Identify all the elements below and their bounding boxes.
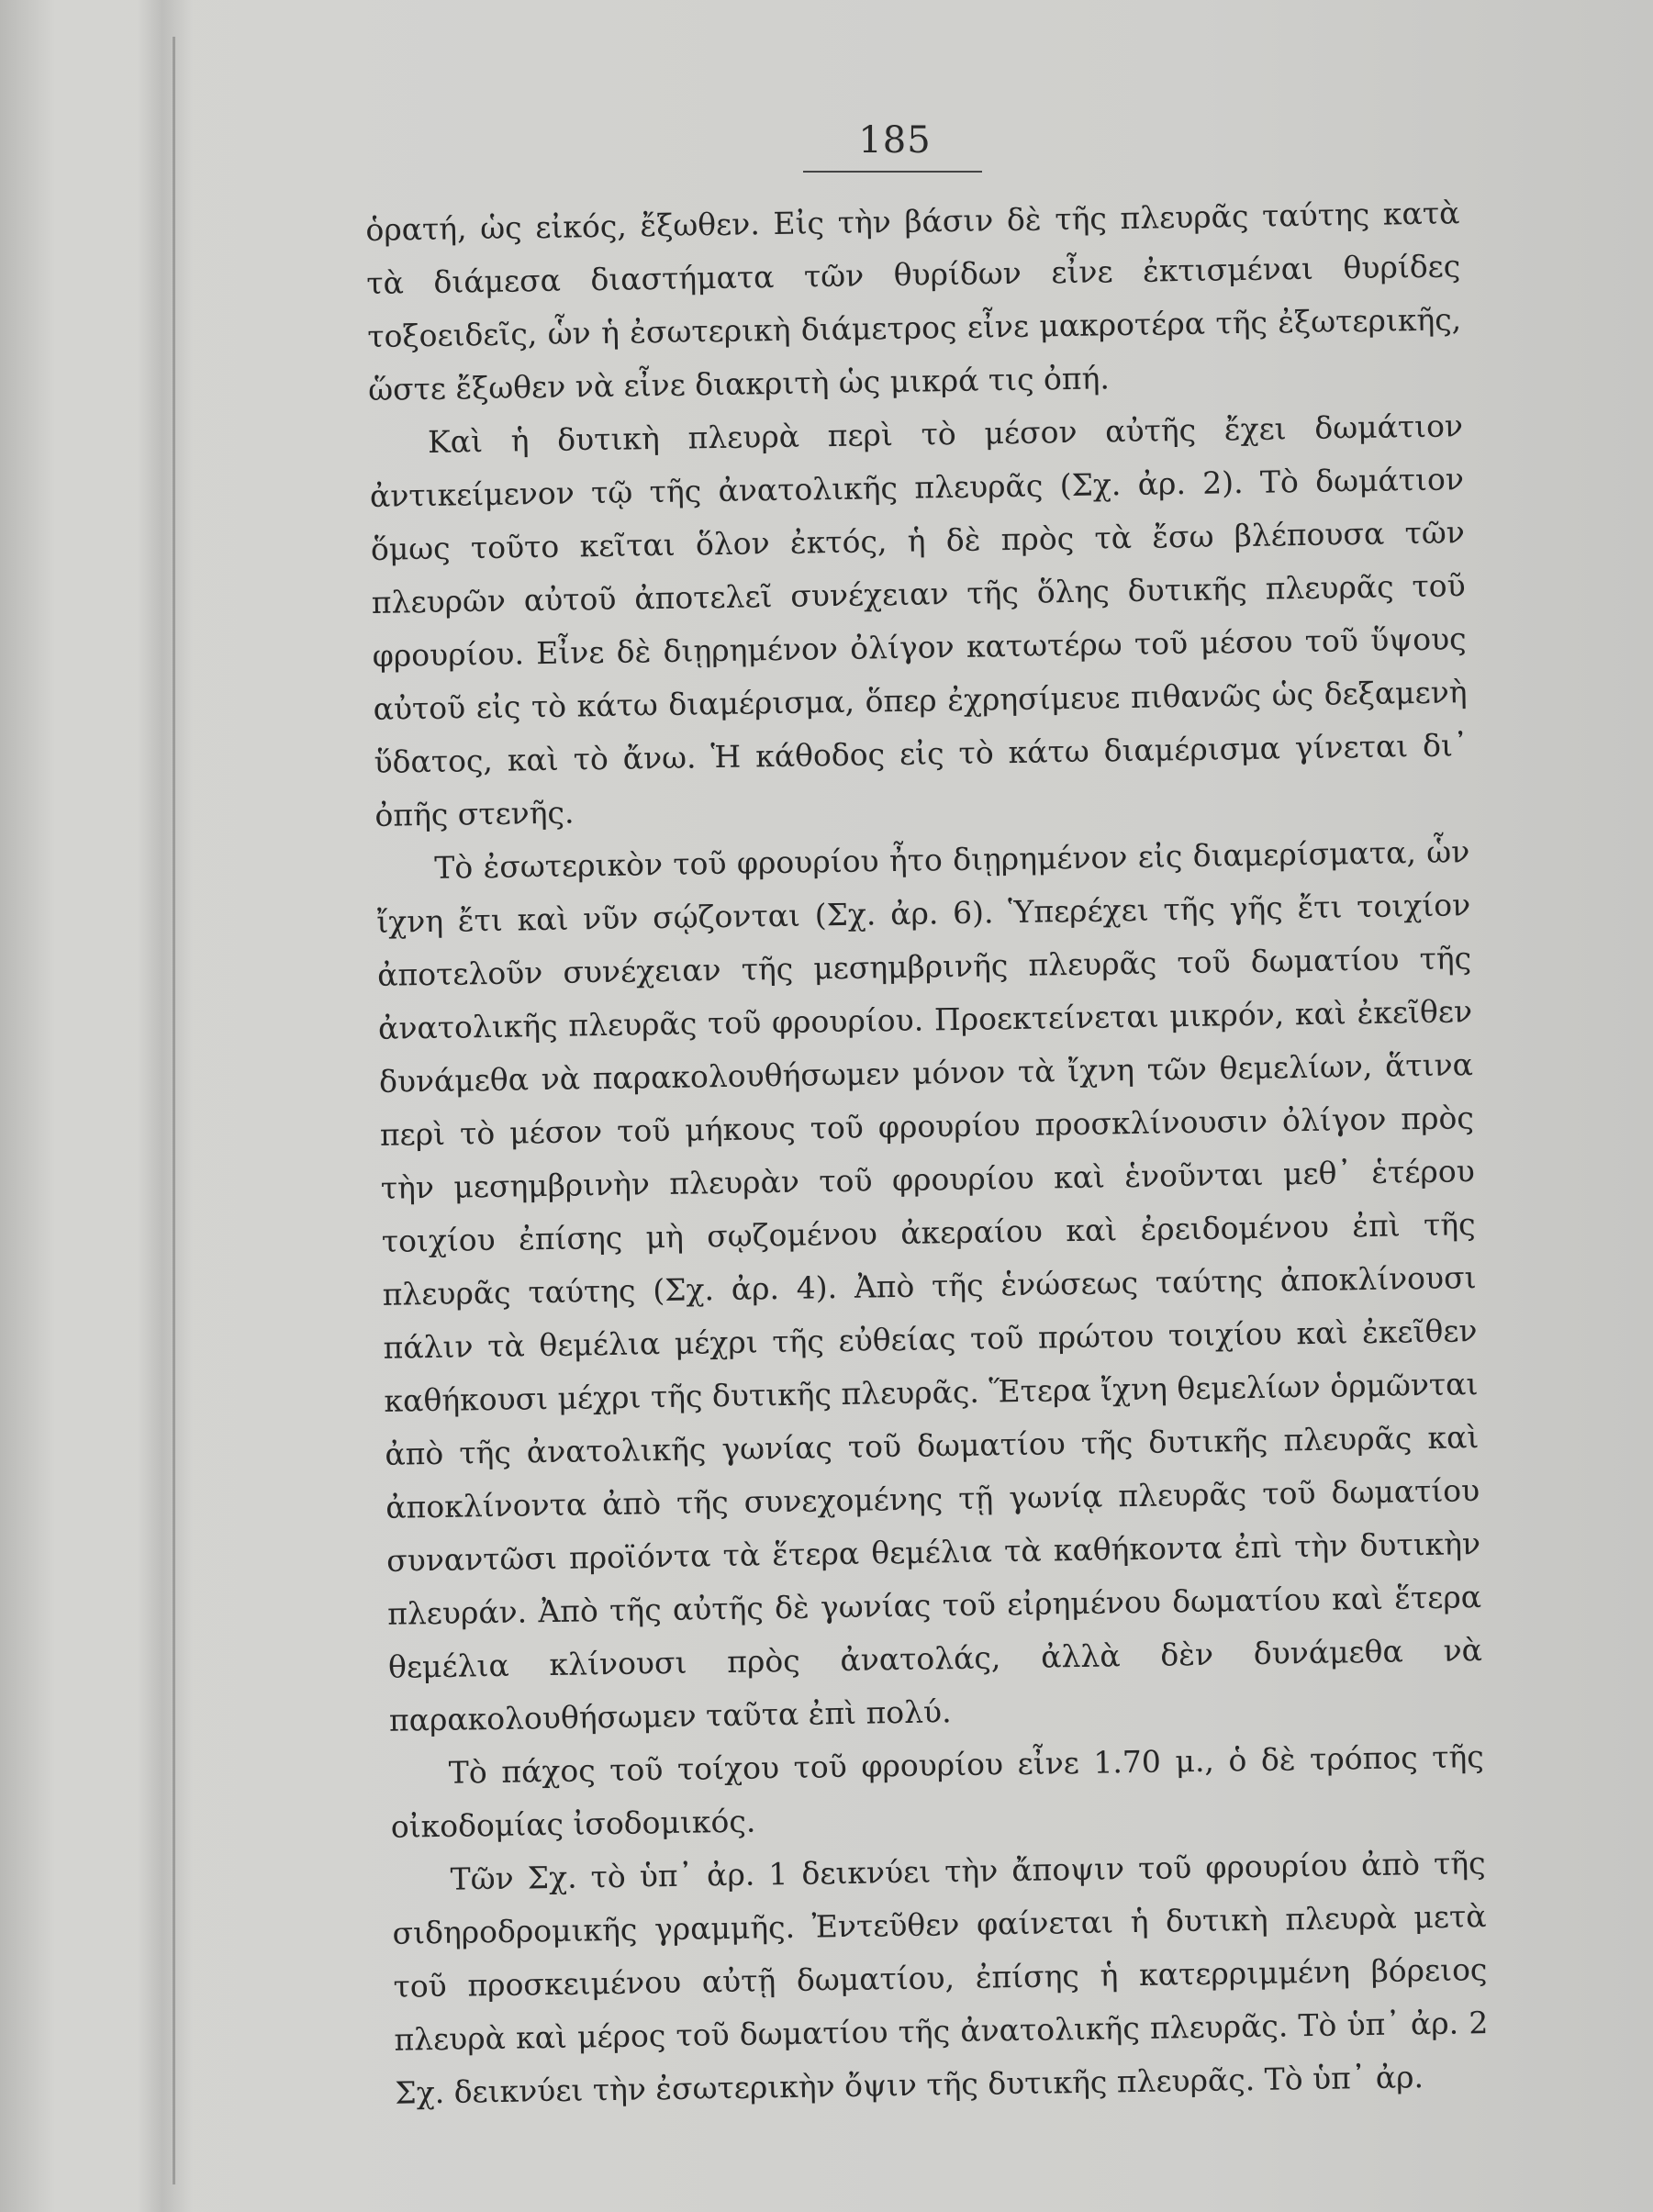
page-binding-shadow xyxy=(138,0,193,2212)
paragraph-3: Τὸ ἐσωτερικὸν τοῦ φρουρίου ἦτο διῃρημένον εἰς διαμερίσματα, ὧν ἴχνη ἔτι καὶ νῦν σῴζονται (Σχ. ἀρ. 6). Ὑπερέχει τῆς γῆς ἔτι τοιχίον ἀποτελοῦν συνέχειαν τῆς μεσημβρινῆς πλευρᾶς τοῦ δωματίου τῆς ἀνατολικῆς πλευρᾶς τοῦ φρουρίου. Προεκτείνεται μικρόν, καὶ ἐκεῖθεν δυνάμεθα νὰ παρακολουθήσωμεν μόνον τὰ ἴχνη τῶν θεμελίων, ἅτινα περὶ τὸ μέσον τοῦ μήκους τοῦ φρουρίου προσκλίνουσιν ὀλίγον πρὸς τὴν μεσημβρινὴν πλευρὰν τοῦ φρουρίου καὶ ἑνοῦνται μεθ᾽ ἑτέρου τοιχίου ἐπίσης μὴ σῳζομένου ἀκεραίου καὶ ἐρειδομένου ἐπὶ τῆς πλευρᾶς ταύτης (Σχ. ἀρ. 4). Ἀπὸ τῆς ἑνώσεως ταύτης ἀποκλίνουσι πάλιν τὰ θεμέλια μέχρι τῆς εὐθείας τοῦ πρώτου τοιχίου καὶ ἐκεῖθεν καθήκουσι μέχρι τῆς δυτικῆς πλευρᾶς. Ἕτερα ἴχνη θεμελίων ὁρμῶνται ἀπὸ τῆς ἀνατολικῆς γωνίας τοῦ δωματίου τῆς δυτικῆς πλευρᾶς καὶ ἀποκλίνοντα ἀπὸ τῆς συνεχομένης τῇ γωνίᾳ πλευρᾶς τοῦ δωματίου συναντῶσι προϊόντα τὰ ἕτερα θεμέλια τὰ καθήκοντα ἐπὶ τὴν δυτικὴν πλευράν. Ἀπὸ τῆς αὐτῆς δὲ γωνίας τοῦ εἰρημένου δωματίου καὶ ἕτερα θεμέλια κλίνουσι πρὸς ἀνατολάς, ἀλλὰ δὲν δυνάμεθα νὰ παρακολουθήσωμεν ταῦτα ἐπὶ πολύ. xyxy=(375,833,1483,1738)
body-text xyxy=(365,186,1490,2119)
page-number-rule xyxy=(803,171,982,173)
paragraph-5: Τῶν Σχ. τὸ ὑπ᾽ ἀρ. 1 δεικνύει τὴν ἄποψιν τοῦ φρουρίου ἀπὸ τῆς σιδηροδρομικῆς γραμμῆς. Ἐντεῦθεν φαίνεται ἡ δυτικὴ πλευρὰ μετὰ τοῦ προσκειμένου αὐτῇ δωματίου, ἐπίσης ἡ κατερριμμένη βόρειος πλευρὰ καὶ μέρος τοῦ δωματίου τῆς ἀνατολικῆς πλευρᾶς. Τὸ ὑπ᾽ ἀρ. 2 Σχ. δεικνύει τὴν ἐσωτερικὴν ὄψιν τῆς δυτικῆς πλευρᾶς. Τὸ ὑπ᾽ ἀρ. xyxy=(392,1845,1489,2111)
page-binding-line xyxy=(173,37,175,2184)
paragraph-1: ὁρατή, ὡς εἰκός, ἔξωθεν. Εἰς τὴν βάσιν δὲ τῆς πλευρᾶς ταύτης κατὰ τὰ διάμεσα διαστήματα τῶν θυρίδων εἶνε ἐκτισμέναι θυρίδες τοξοειδεῖς, ὧν ἡ ἐσωτερικὴ διάμετρος εἶνε μακροτέρα τῆς ἐξωτερικῆς, ὥστε ἔξωθεν νὰ εἶνε διακριτὴ ὡς μικρά τις ὀπή. xyxy=(365,195,1462,408)
paragraph-2: Καὶ ἡ δυτικὴ πλευρὰ περὶ τὸ μέσον αὐτῆς ἔχει δωμάτιον ἀντικείμενον τῷ τῆς ἀνατολικῆς πλευρᾶς (Σχ. ἀρ. 2). Τὸ δωμάτιον ὅμως τοῦτο κεῖται ὅλον ἐκτός, ἡ δὲ πρὸς τὰ ἔσω βλέπουσα τῶν πλευρῶν αὐτοῦ ἀποτελεῖ συνέχειαν τῆς ὅλης δυτικῆς πλευρᾶς τοῦ φρουρίου. Εἶνε δὲ διῃρημένον ὀλίγον κατωτέρω τοῦ μέσου τοῦ ὕψους αὐτοῦ εἰς τὸ κάτω διαμέρισμα, ὅπερ ἐχρησίμευε πιθανῶς ὡς δεξαμενὴ ὕδατος, καὶ τὸ ἄνω. Ἡ κάθοδος εἰς τὸ κάτω διαμέρισμα γίνεται δι᾽ ὀπῆς στενῆς. xyxy=(369,408,1469,833)
page-number: 185 xyxy=(858,119,932,162)
paragraph-4: Τὸ πάχος τοῦ τοίχου τοῦ φρουρίου εἶνε 1.70 μ., ὁ δὲ τρόπος τῆς οἰκοδομίας ἰσοδομικός. xyxy=(390,1738,1485,1845)
